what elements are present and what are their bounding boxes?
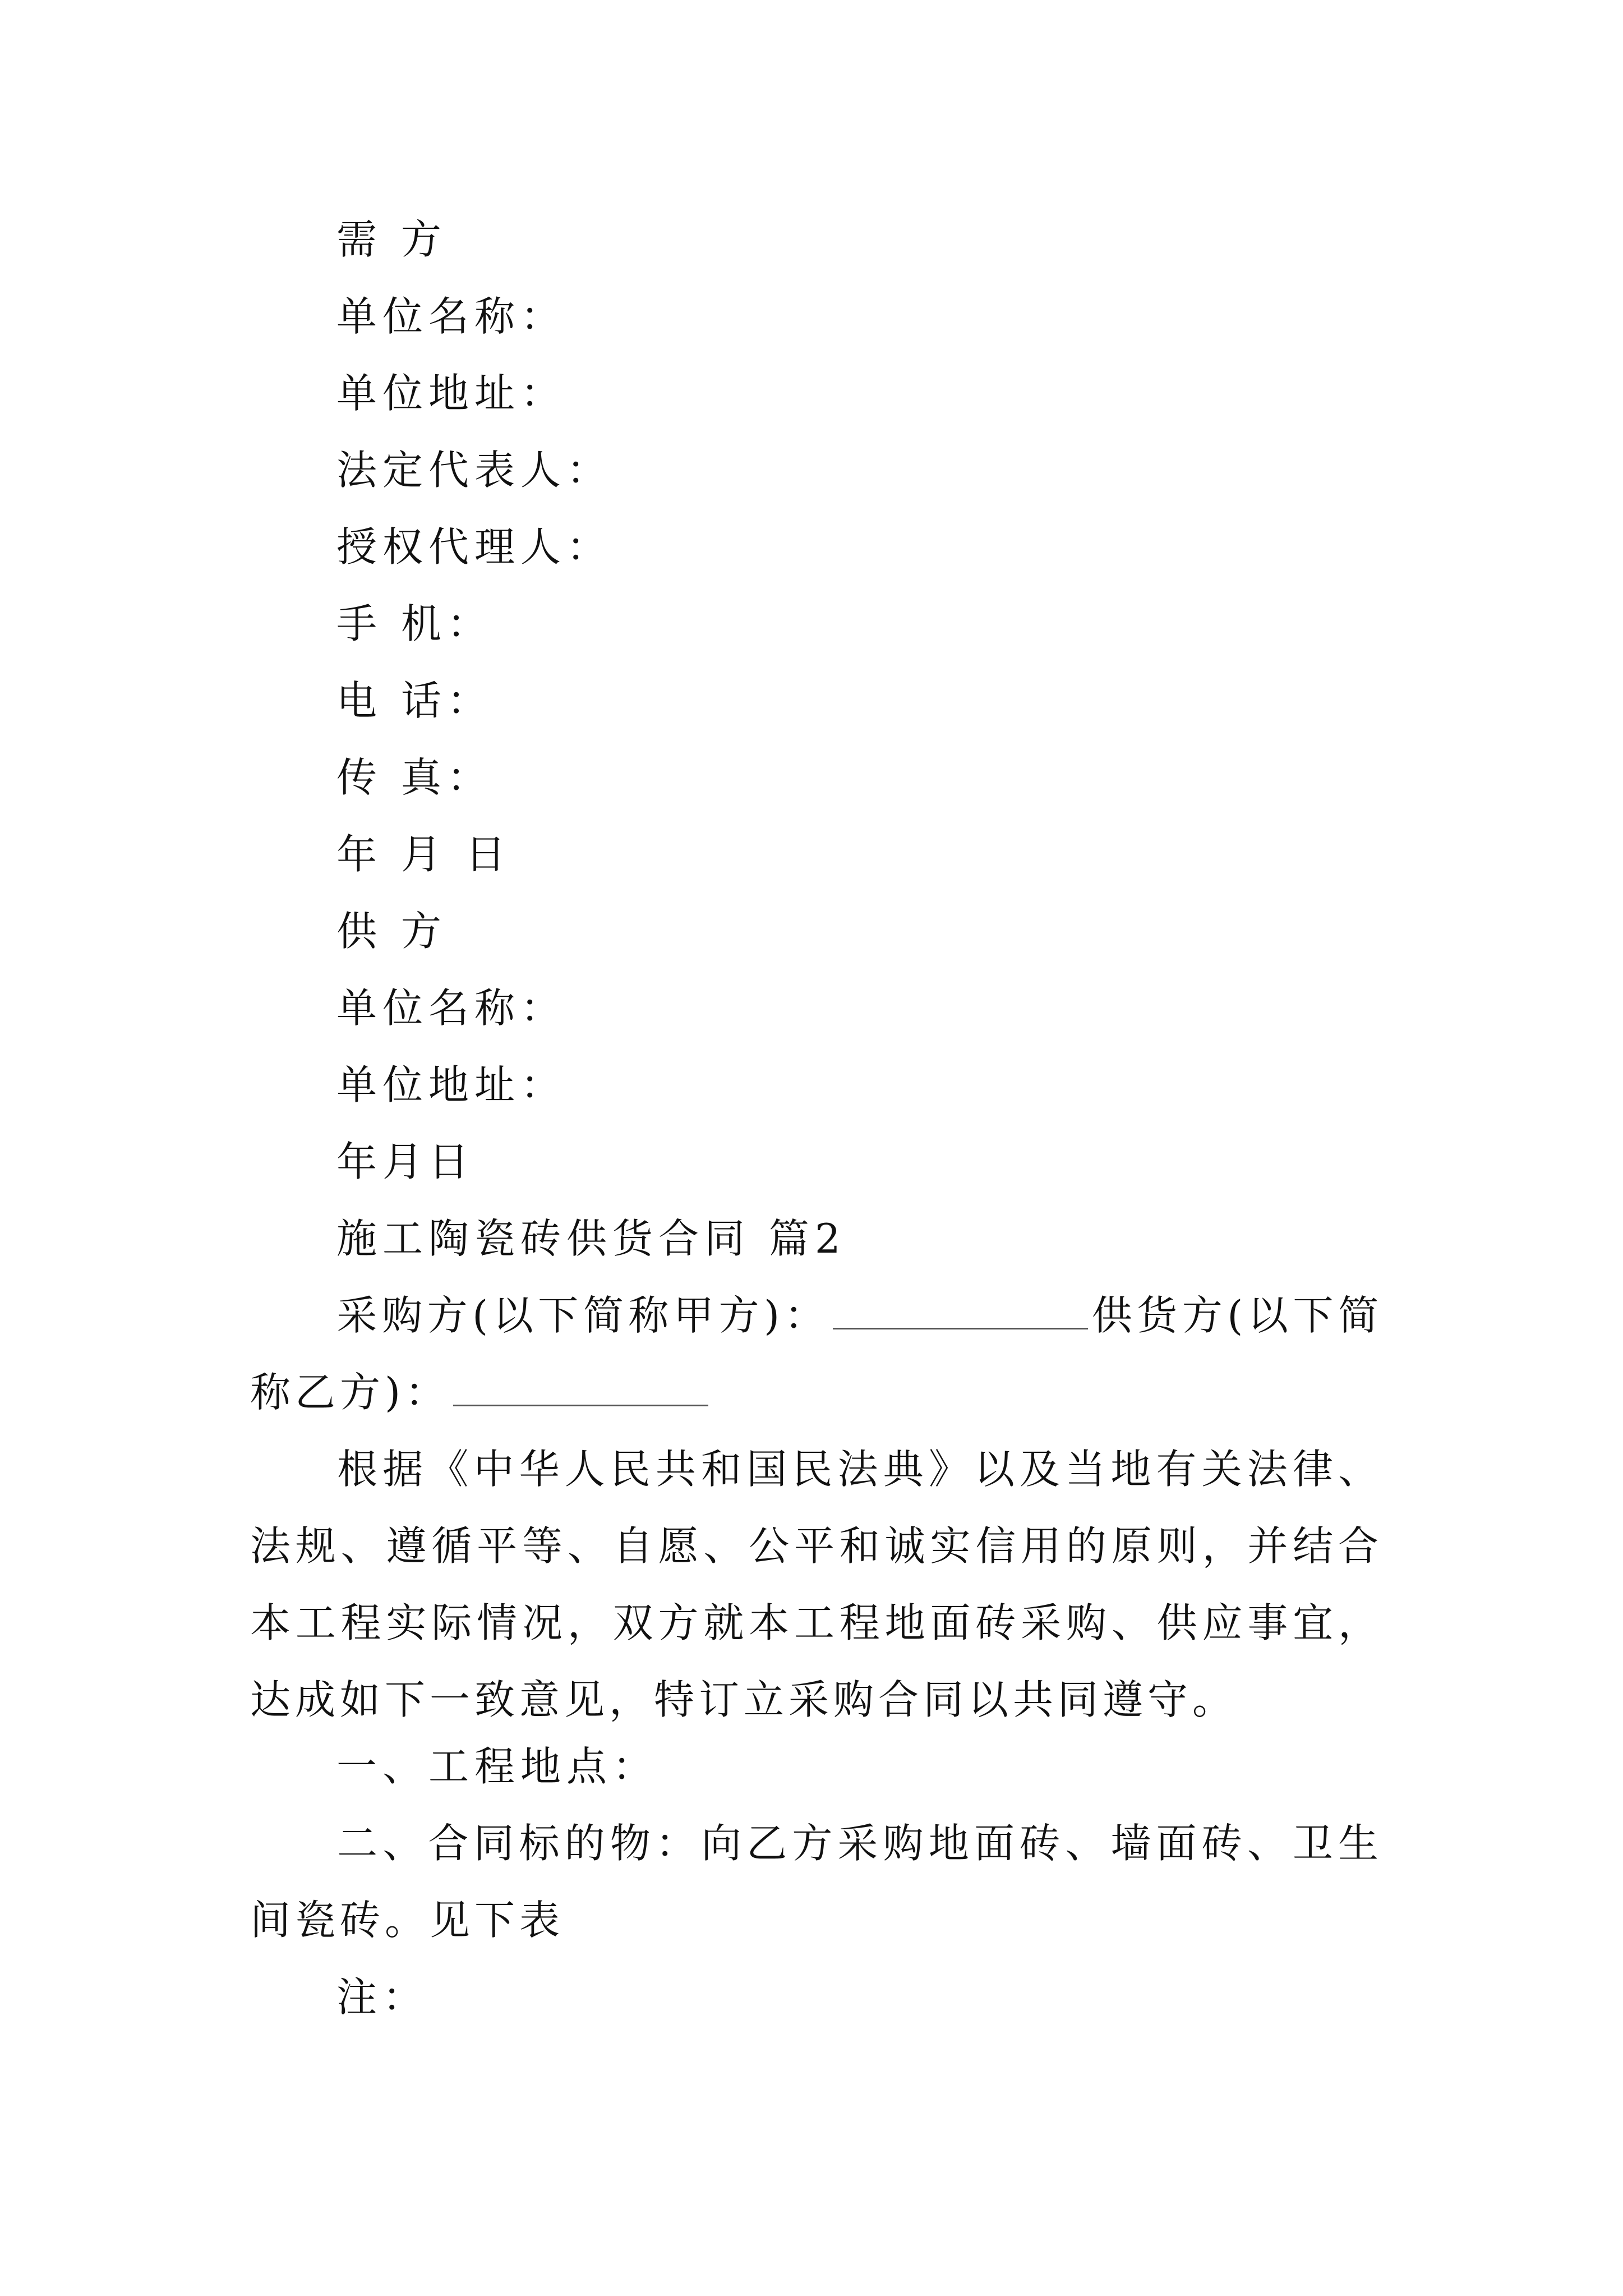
note-label: 注： <box>336 1973 429 2021</box>
buyer-label: 采购方(以下简称甲方)： <box>336 1292 830 1339</box>
item-subject-text: 二、合同标的物：向乙方采购地面砖、墙面砖、卫生间瓷砖。见下表 <box>250 1820 1383 1944</box>
supplier-label: 供货方(以下简称乙方)： <box>250 1292 1383 1416</box>
buyer-blank-line <box>833 1294 1088 1329</box>
demand-authorized-agent: 授权代理人： <box>336 523 613 570</box>
supplier-blank-line <box>453 1371 708 1406</box>
supply-date: 年月日 <box>336 1138 475 1185</box>
basis-text: 根据《中华人民共和国民法典》以及当地有关法律、法规、遵循平等、自愿、公平和诚实信用的原则，并结合本工程实际情况，双方就本工程地面砖采购、供应事宜，达成如下一致意见，特订立采购合同以共同遵守。 <box>250 1446 1383 1723</box>
parties-paragraph <box>250 1277 1383 1431</box>
demand-unit-name: 单位名称： <box>336 293 567 340</box>
contract-title: 施工陶瓷砖供货合同 篇2 <box>336 1215 846 1262</box>
item-location: 一、工程地点： <box>336 1743 659 1790</box>
demand-party-heading: 需 方 <box>336 216 447 263</box>
item-subject-paragraph <box>250 1805 1383 1959</box>
supply-party-heading: 供 方 <box>336 908 447 955</box>
supply-unit-address: 单位地址： <box>336 1061 567 1108</box>
supply-unit-name: 单位名称： <box>336 984 567 1032</box>
demand-unit-address: 单位地址： <box>336 370 567 417</box>
demand-date: 年 月 日 <box>336 831 511 878</box>
demand-mobile: 手 机： <box>336 600 493 647</box>
demand-legal-rep: 法定代表人： <box>336 447 613 494</box>
basis-paragraph <box>250 1431 1383 1738</box>
demand-phone: 电 话： <box>336 677 493 724</box>
demand-fax: 传 真： <box>336 754 493 801</box>
